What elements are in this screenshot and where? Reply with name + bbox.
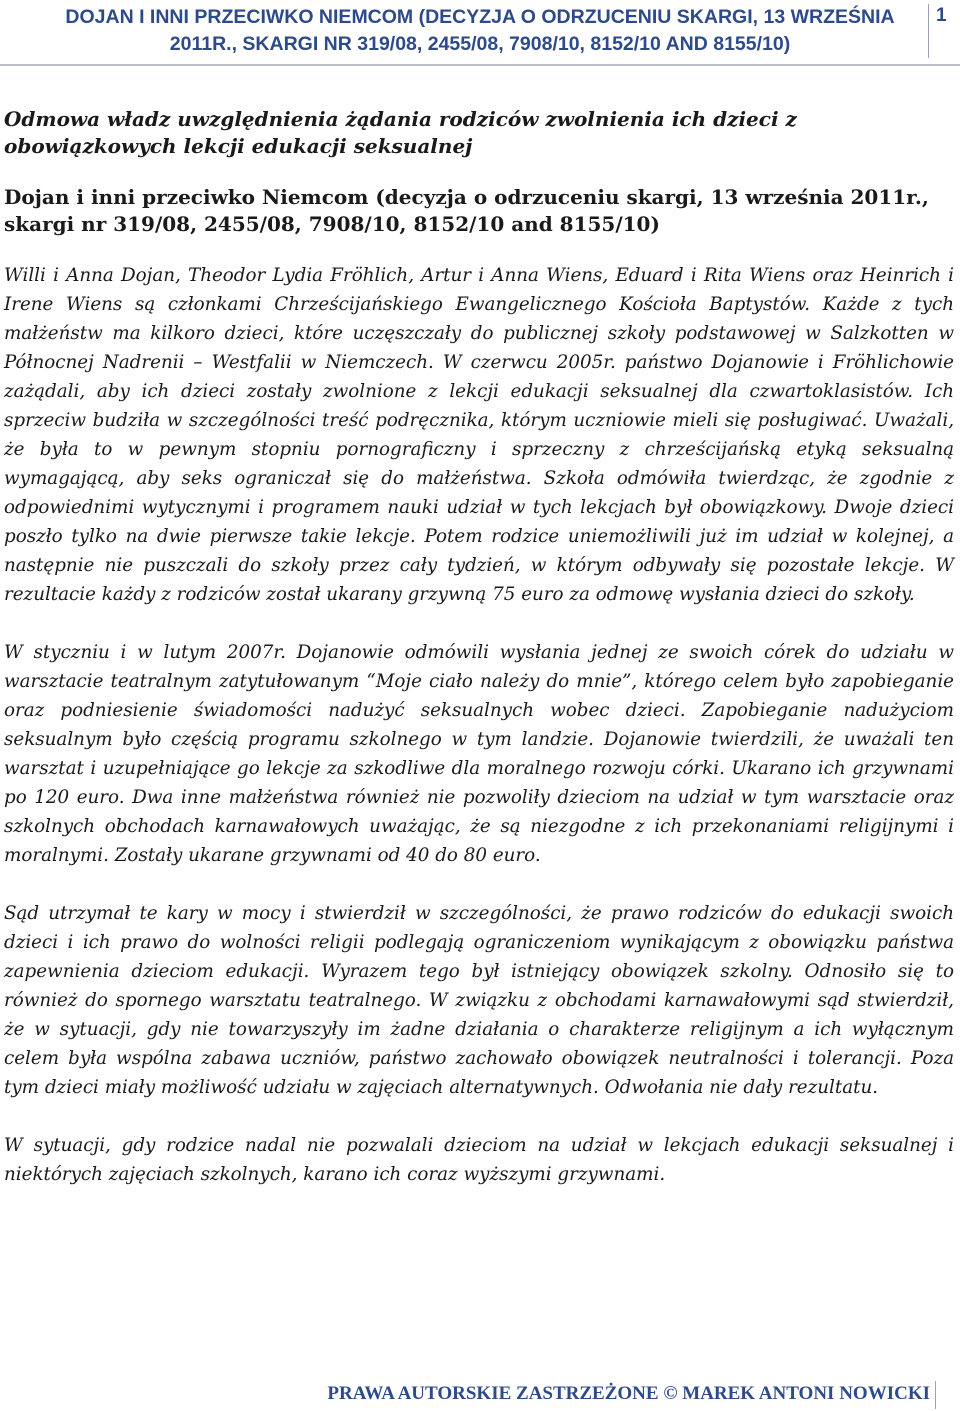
page-header — [0, 0, 960, 64]
case-title: Dojan i inni przeciwko Niemcom (decyzja o odrzuceniu skargi, 13 września 2011r., skargi nr 319/08, 2455/08, 7908/10, 8152/10 and 8155/10) — [4, 185, 929, 236]
header-title — [40, 4, 920, 58]
header-title-line-1: DOJAN I INNI PRZECIWKO NIEMCOM (DECYZJA O ODRZUCENIU SKARGI, 13 WRZEŚNIA — [65, 6, 895, 28]
footer-separator — [935, 1381, 936, 1409]
header-title-line-2: 2011R., SKARGI NR 319/08, 2455/08, 7908/10, 8152/10 AND 8155/10) — [169, 33, 791, 55]
copyright-notice: PRAWA AUTORSKIE ZASTRZEŻONE © MAREK ANTONI NOWICKI — [327, 1383, 930, 1404]
header-separator — [928, 4, 929, 58]
paragraph: Sąd utrzymał te kary w mocy i stwierdził w szczególności, że prawo rodziców do edukacji swoich dzieci i ich prawo do wolności religii podlegają ograniczeniom wynikającym z obowiązku państwa zapewnienia dzieciom edukacji. Wyrazem tego był istniejący obowiązek szkolny. Odnosiło się to również do spornego warsztatu teatralnego. W związku z obchodami karnawałowymi sąd stwierdził, że w sytuacji, gdy nie towarzyszyły im żadne działania o charakterze religijnym a ich wyłącznym celem była wspólna zabawa uczniów, państwo zachowało obowiązek neutralności i tolerancji. Poza tym dzieci miały możliwość udziału w zajęciach alternatywnych. Odwołania nie dały rezultatu. — [4, 903, 954, 1098]
paragraph: Willi i Anna Dojan, Theodor Lydia Fröhlich, Artur i Anna Wiens, Eduard i Rita Wiens oraz Heinrich i Irene Wiens są członkami Chrześcijańskiego Ewangelicznego Kościoła Baptystów. Każde z tych małżeństw ma kilkoro dzieci, które uczęszczały do publicznej szkoły podstawowej w Salzkotten w Północnej Nadrenii – Westfalii w Niemczech. W czerwcu 2005r. państwo Dojanowie i Fröhlichowie zażądali, aby ich dzieci zostały zwolnione z lekcji edukacji seksualnej dla czwartoklasistów. Ich sprzeciw budziła w szczególności treść podręcznika, którym uczniowie mieli się posługiwać. Uważali, że była to w pewnym stopniu pornograficzny i sprzeczny z chrześcijańską etyką seksualną wymagającą, aby seks ograniczał się do małżeństwa. Szkoła odmówiła twierdząc, że zgodnie z odpowiednimi wytycznymi i programem nauki udział w tych lekcjach był obowiązkowy. Dwoje dzieci poszło tylko na dwie pierwsze takie lekcje. Potem rodzice uniemożliwili już im udział w kolejnej, a następnie nie puszczali do szkoły przez cały tydzień, w którym odbywały się pozostałe lekcje. W rezultacie każdy z rodziców został ukarany grzywną 75 euro za odmowę wysłania dzieci do szkoły. — [4, 265, 954, 605]
article-title: Odmowa władz uwzględnienia żądania rodziców zwolnienia ich dzieci z obowiązkowych lekcji edukacji seksualnej — [4, 107, 797, 158]
paragraph: W sytuacji, gdy rodzice nadal nie pozwalali dzieciom na udział w lekcjach edukacji seksualnej i niektórych zajęciach szkolnych, karano ich coraz wyższymi grzywnami. — [4, 1135, 954, 1185]
page-number: 1 — [936, 5, 947, 26]
page-footer — [0, 1379, 960, 1411]
header-rule — [0, 64, 960, 66]
paragraph: W styczniu i w lutym 2007r. Dojanowie odmówili wysłania jednej ze swoich córek do udziału w warsztacie teatralnym zatytułowanym “Moje ciało należy do mnie”, którego celem było zapobieganie oraz podniesienie świadomości nadużyć seksualnych wobec dzieci. Zapobieganie nadużyciom seksualnym było częścią programu szkolnego w tym landzie. Dojanowie twierdzili, że uważali ten warsztat i uzupełniające go lekcje za szkodliwe dla moralnego rozwoju córki. Ukarano ich grzywnami po 120 euro. Dwa inne małżeństwa również nie pozwoliły dzieciom na udział w tym warsztacie oraz szkolnych obchodach karnawałowych uważając, że są niezgodne z ich przekonaniami religijnymi i moralnymi. Zostały ukarane grzywnami od 40 do 80 euro. — [4, 642, 954, 866]
article-body — [4, 106, 954, 1189]
